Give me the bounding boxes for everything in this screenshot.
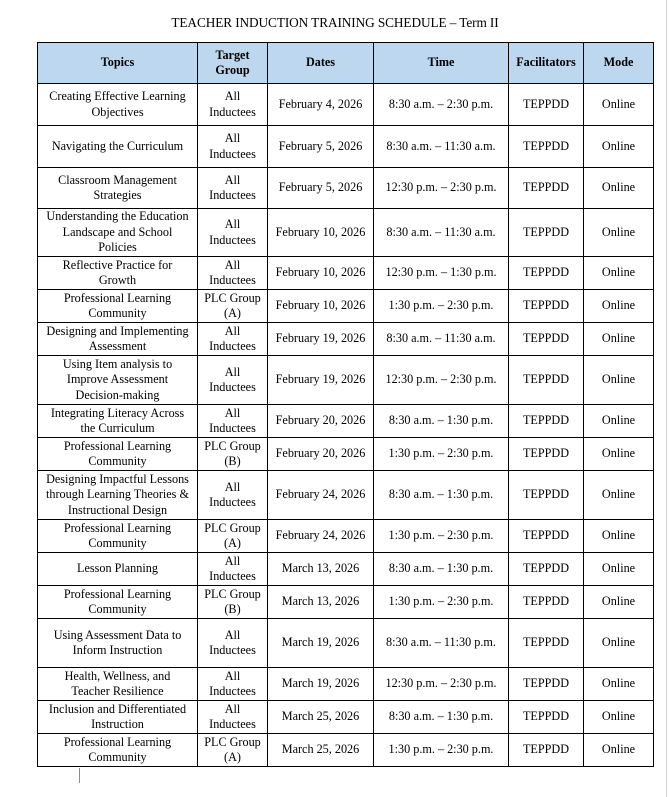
cell-date: February 5, 2026	[268, 168, 374, 209]
cell-mode: Online	[584, 586, 654, 619]
header-target-group-line2: Group	[215, 63, 250, 77]
cell-topic-line: Instruction	[91, 717, 144, 731]
cell-target-group-line: Inductees	[209, 380, 256, 394]
cell-facilitator: TEPPDD	[509, 323, 584, 356]
cell-facilitator: TEPPDD	[509, 586, 584, 619]
cell-topic	[38, 356, 198, 405]
cell-topic	[38, 438, 198, 471]
cell-topic	[38, 84, 198, 126]
cell-facilitator: TEPPDD	[509, 168, 584, 209]
cell-target-group	[198, 471, 268, 520]
cell-topic-line: Navigating the Curriculum	[51, 138, 184, 153]
cell-time: 8:30 a.m. – 1:30 p.m.	[374, 701, 509, 734]
cell-target-group-line: All	[224, 479, 241, 494]
cell-target-group-line: Inductees	[209, 146, 256, 161]
cell-topic	[38, 701, 198, 734]
cell-topic-line: Growth	[98, 273, 137, 287]
cell-mode: Online	[584, 701, 654, 734]
cell-facilitator: TEPPDD	[509, 734, 584, 767]
header-target-group-line1: Target	[215, 47, 250, 62]
cell-mode: Online	[584, 520, 654, 553]
cell-time: 1:30 p.m. – 2:30 p.m.	[374, 734, 509, 767]
cell-date: March 13, 2026	[268, 553, 374, 586]
cell-target-group-line: All	[224, 364, 241, 379]
table-row	[38, 84, 654, 126]
cell-topic	[38, 471, 198, 520]
cell-mode: Online	[584, 619, 654, 668]
cell-target-group-line: All	[224, 701, 241, 716]
cell-target-group	[198, 168, 268, 209]
cell-facilitator: TEPPDD	[509, 126, 584, 168]
cell-date: March 19, 2026	[268, 619, 374, 668]
cell-topic-line: Professional Learning	[63, 734, 172, 749]
table-row	[38, 257, 654, 290]
cell-topic	[38, 290, 198, 323]
cell-target-group	[198, 257, 268, 290]
cell-time: 8:30 a.m. – 11:30 a.m.	[374, 323, 509, 356]
table-row	[38, 586, 654, 619]
cell-topic-line: Teacher Resilience	[71, 684, 164, 698]
table-row	[38, 520, 654, 553]
table-row	[38, 405, 654, 438]
cell-mode: Online	[584, 257, 654, 290]
table-header-row	[38, 43, 654, 84]
cell-target-group-line: All	[224, 217, 241, 231]
cell-topic-line: Instructional Design	[67, 502, 168, 517]
cell-target-group-line: PLC Group	[204, 520, 261, 535]
schedule-table	[37, 42, 654, 767]
cell-target-group-line: Inductees	[209, 421, 256, 435]
cell-facilitator: TEPPDD	[509, 619, 584, 668]
cell-facilitator: TEPPDD	[509, 668, 584, 701]
table-row	[38, 471, 654, 520]
cell-target-group-line: Inductees	[209, 232, 256, 247]
cell-mode: Online	[584, 405, 654, 438]
cell-date: February 24, 2026	[268, 471, 374, 520]
cell-topic-line: Community	[88, 536, 147, 550]
cell-date: February 5, 2026	[268, 126, 374, 168]
cell-topic-line: through Learning Theories &	[46, 487, 189, 502]
cell-topic-line: Professional Learning	[63, 438, 172, 453]
cell-time: 12:30 p.m. – 2:30 p.m.	[374, 356, 509, 405]
cell-topic-line: Community	[88, 750, 147, 764]
cell-facilitator: TEPPDD	[509, 405, 584, 438]
cell-time: 1:30 p.m. – 2:30 p.m.	[374, 520, 509, 553]
cell-time: 1:30 p.m. – 2:30 p.m.	[374, 290, 509, 323]
cell-mode: Online	[584, 356, 654, 405]
cell-target-group-line: Inductees	[209, 684, 256, 698]
cell-topic-line: Using Assessment Data to	[53, 627, 182, 642]
cell-topic-line: Professional Learning	[63, 290, 172, 305]
cell-target-group	[198, 126, 268, 168]
cell-target-group-line: Inductees	[209, 104, 256, 119]
table-row	[38, 290, 654, 323]
cell-target-group-line: All	[224, 323, 241, 338]
cell-date: February 4, 2026	[268, 84, 374, 126]
cell-target-group	[198, 520, 268, 553]
cell-topic-line: Reflective Practice for	[62, 257, 173, 272]
schedule-body	[38, 84, 654, 767]
cell-date: February 10, 2026	[268, 290, 374, 323]
cell-target-group-line: Inductees	[209, 273, 256, 287]
document-title: TEACHER INDUCTION TRAINING SCHEDULE – Term II	[171, 15, 499, 30]
cell-target-group-line: (B)	[224, 454, 241, 468]
cell-mode: Online	[584, 290, 654, 323]
header-time: Time	[374, 43, 509, 84]
cell-target-group-line: All	[224, 131, 241, 145]
cell-date: February 10, 2026	[268, 209, 374, 257]
cell-date: February 19, 2026	[268, 323, 374, 356]
cell-target-group-line: All	[224, 405, 241, 420]
cell-facilitator: TEPPDD	[509, 471, 584, 520]
cell-topic	[38, 520, 198, 553]
cell-facilitator: TEPPDD	[509, 553, 584, 586]
cell-target-group-line: (B)	[224, 602, 241, 616]
cell-target-group	[198, 290, 268, 323]
cell-mode: Online	[584, 471, 654, 520]
cell-topic	[38, 619, 198, 668]
cell-topic-line: Assessment	[88, 339, 147, 353]
cell-target-group	[198, 668, 268, 701]
cell-time: 12:30 p.m. – 2:30 p.m.	[374, 168, 509, 209]
cell-target-group-line: (A)	[224, 750, 241, 764]
cell-target-group-line: Inductees	[209, 188, 256, 202]
header-target-group	[198, 43, 268, 84]
page-edge-divider	[666, 0, 667, 797]
text-cursor	[79, 768, 80, 783]
table-row	[38, 619, 654, 668]
cell-target-group-line: All	[224, 172, 241, 187]
cell-topic-line: Using Item analysis to	[62, 356, 173, 371]
cell-mode: Online	[584, 84, 654, 126]
cell-time: 8:30 a.m. – 11:30 p.m.	[374, 619, 509, 668]
cell-topic-line: Health, Wellness, and	[64, 668, 171, 683]
cell-topic-line: Classroom Management	[58, 172, 177, 187]
cell-topic-line: Designing Impactful Lessons	[46, 471, 189, 486]
cell-mode: Online	[584, 553, 654, 586]
header-dates: Dates	[268, 43, 374, 84]
cell-topic-line: Creating Effective Learning	[49, 89, 186, 103]
cell-topic-line: Community	[88, 602, 147, 616]
cell-date: March 25, 2026	[268, 701, 374, 734]
cell-topic-line: Community	[88, 306, 147, 320]
cell-topic-line: Strategies	[93, 188, 142, 202]
cell-facilitator: TEPPDD	[509, 84, 584, 126]
cell-target-group	[198, 619, 268, 668]
cell-target-group-line: All	[224, 553, 241, 568]
cell-target-group-line: PLC Group	[204, 586, 261, 601]
cell-date: February 19, 2026	[268, 356, 374, 405]
cell-topic-line: Decision-making	[75, 387, 160, 402]
cell-topic	[38, 209, 198, 257]
header-topics: Topics	[38, 43, 198, 84]
cell-facilitator: TEPPDD	[509, 356, 584, 405]
cell-target-group	[198, 405, 268, 438]
table-row	[38, 701, 654, 734]
cell-topic-line: Lesson Planning	[77, 561, 158, 576]
cell-date: February 20, 2026	[268, 438, 374, 471]
table-row	[38, 209, 654, 257]
cell-mode: Online	[584, 734, 654, 767]
cell-mode: Online	[584, 168, 654, 209]
cell-facilitator: TEPPDD	[509, 701, 584, 734]
cell-target-group-line: (A)	[224, 306, 241, 320]
cell-target-group	[198, 701, 268, 734]
cell-target-group-line: All	[224, 627, 241, 642]
cell-target-group-line: All	[224, 257, 241, 272]
cell-facilitator: TEPPDD	[509, 520, 584, 553]
cell-topic	[38, 668, 198, 701]
cell-target-group	[198, 586, 268, 619]
cell-target-group	[198, 84, 268, 126]
cell-facilitator: TEPPDD	[509, 209, 584, 257]
table-row	[38, 734, 654, 767]
cell-target-group-line: PLC Group	[204, 438, 261, 453]
cell-target-group-line: Inductees	[209, 339, 256, 353]
cell-topic	[38, 553, 198, 586]
cell-topic-line: Landscape and School	[62, 224, 173, 239]
cell-mode: Online	[584, 438, 654, 471]
cell-topic	[38, 586, 198, 619]
cell-target-group-line: Inductees	[209, 569, 256, 583]
cell-time: 1:30 p.m. – 2:30 p.m.	[374, 438, 509, 471]
cell-topic-line: Improve Assessment	[66, 372, 169, 387]
cell-date: February 10, 2026	[268, 257, 374, 290]
cell-topic	[38, 257, 198, 290]
cell-topic	[38, 405, 198, 438]
cell-mode: Online	[584, 209, 654, 257]
cell-topic-line: Objectives	[91, 104, 144, 119]
cell-time: 12:30 p.m. – 2:30 p.m.	[374, 668, 509, 701]
cell-mode: Online	[584, 126, 654, 168]
cell-topic-line: Policies	[98, 240, 137, 255]
cell-target-group	[198, 356, 268, 405]
cell-target-group	[198, 553, 268, 586]
cell-date: March 25, 2026	[268, 734, 374, 767]
cell-topic-line: Professional Learning	[63, 586, 172, 601]
cell-target-group	[198, 438, 268, 471]
cell-topic-line: Designing and Implementing	[46, 323, 189, 338]
cell-time: 8:30 a.m. – 11:30 a.m.	[374, 209, 509, 257]
cell-topic-line: Inclusion and Differentiated	[48, 701, 187, 716]
cell-date: March 13, 2026	[268, 586, 374, 619]
cell-target-group	[198, 323, 268, 356]
cell-target-group	[198, 734, 268, 767]
cell-topic-line: Inform Instruction	[72, 643, 163, 657]
cell-time: 8:30 a.m. – 1:30 p.m.	[374, 405, 509, 438]
cell-topic	[38, 126, 198, 168]
cell-time: 8:30 a.m. – 1:30 p.m.	[374, 471, 509, 520]
header-mode: Mode	[584, 43, 654, 84]
cell-time: 1:30 p.m. – 2:30 p.m.	[374, 586, 509, 619]
cell-topic-line: Understanding the Education	[46, 209, 189, 224]
cell-time: 8:30 a.m. – 11:30 a.m.	[374, 126, 509, 168]
cell-target-group-line: PLC Group	[204, 734, 261, 749]
cell-facilitator: TEPPDD	[509, 290, 584, 323]
table-row	[38, 668, 654, 701]
cell-topic	[38, 168, 198, 209]
table-row	[38, 356, 654, 405]
cell-facilitator: TEPPDD	[509, 438, 584, 471]
cell-mode: Online	[584, 668, 654, 701]
cell-target-group-line: All	[224, 668, 241, 683]
table-row	[38, 438, 654, 471]
cell-target-group-line: All	[224, 89, 241, 103]
cell-target-group-line: Inductees	[209, 643, 256, 657]
cell-mode: Online	[584, 323, 654, 356]
cell-time: 8:30 a.m. – 1:30 p.m.	[374, 553, 509, 586]
table-row	[38, 323, 654, 356]
table-row	[38, 553, 654, 586]
cell-target-group-line: Inductees	[209, 717, 256, 731]
table-row	[38, 168, 654, 209]
cell-topic-line: Integrating Literacy Across	[50, 405, 185, 420]
cell-topic-line: the Curriculum	[80, 421, 155, 435]
cell-facilitator: TEPPDD	[509, 257, 584, 290]
cell-date: February 20, 2026	[268, 405, 374, 438]
cell-target-group-line: Inductees	[209, 495, 256, 509]
table-row	[38, 126, 654, 168]
cell-time: 12:30 p.m. – 1:30 p.m.	[374, 257, 509, 290]
cell-date: February 24, 2026	[268, 520, 374, 553]
cell-topic-line: Community	[88, 454, 147, 468]
cell-topic	[38, 734, 198, 767]
cell-date: March 19, 2026	[268, 668, 374, 701]
cell-time: 8:30 a.m. – 2:30 p.m.	[374, 84, 509, 126]
cell-target-group-line: PLC Group	[204, 290, 261, 305]
header-facilitators: Facilitators	[509, 43, 584, 84]
cell-topic-line: Professional Learning	[63, 520, 172, 535]
cell-topic	[38, 323, 198, 356]
cell-target-group	[198, 209, 268, 257]
cell-target-group-line: (A)	[224, 536, 241, 550]
